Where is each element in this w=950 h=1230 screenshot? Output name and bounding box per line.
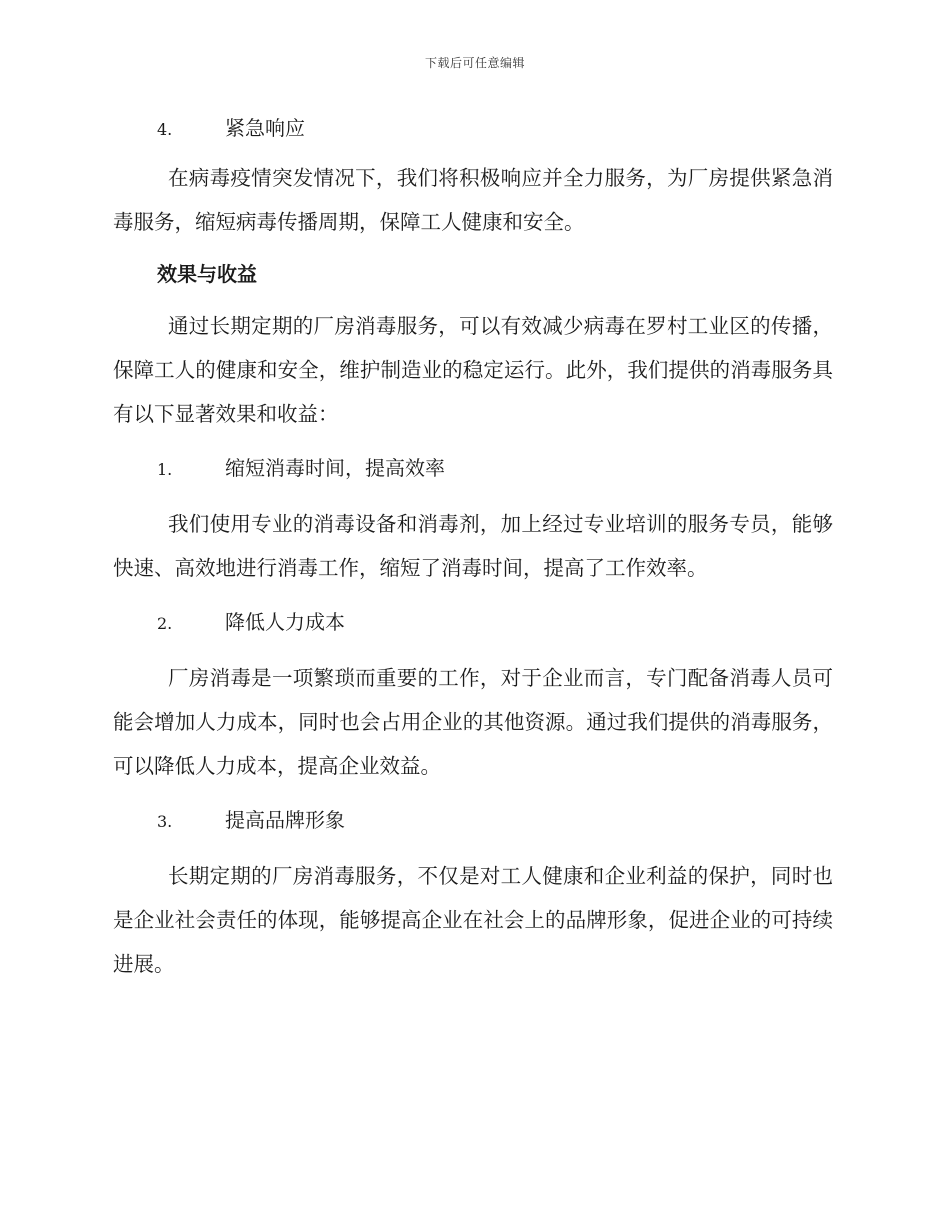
paragraph-brand: 长期定期的厂房消毒服务，不仅是对工人健康和企业利益的保护，同时也是企业社会责任的体现，能够提高企业在社会上的品牌形象，促进企业的可持续进展。 (113, 864, 833, 976)
paragraph-emergency: 在病毒疫情突发情况下，我们将积极响应并全力服务，为厂房提供紧急消毒服务，缩短病毒传播周期，保障工人健康和安全。 (113, 166, 833, 234)
list-item-reduce-cost (157, 604, 833, 642)
list-item-emergency-response (157, 110, 833, 148)
list-number: 3. (157, 812, 173, 831)
page-header: 下载后可任意编辑 (424, 56, 525, 70)
list-label: 提高品牌形象 (225, 808, 345, 832)
list-label: 紧急响应 (225, 116, 305, 140)
list-label: 缩短消毒时间，提高效率 (225, 456, 445, 480)
paragraph-efficiency: 我们使用专业的消毒设备和消毒剂，加上经过专业培训的服务专员，能够快速、高效地进行消毒工作，缩短了消毒时间，提高了工作效率。 (113, 512, 833, 580)
list-label: 降低人力成本 (225, 610, 345, 634)
list-number: 4. (157, 120, 173, 139)
list-number: 1. (157, 460, 173, 479)
paragraph-benefits-intro: 通过长期定期的厂房消毒服务，可以有效减少病毒在罗村工业区的传播，保障工人的健康和安全，维护制造业的稳定运行。此外，我们提供的消毒服务具有以下显著效果和收益： (113, 314, 833, 426)
list-item-brand-image (157, 802, 833, 840)
section-heading: 效果与收益 (157, 262, 257, 286)
list-number: 2. (157, 614, 173, 633)
document-body (113, 110, 833, 986)
list-item-shorten-time (157, 450, 833, 488)
paragraph-labor-cost: 厂房消毒是一项繁琐而重要的工作，对于企业而言，专门配备消毒人员可能会增加人力成本，同时也会占用企业的其他资源。通过我们提供的消毒服务，可以降低人力成本，提高企业效益。 (113, 666, 833, 778)
